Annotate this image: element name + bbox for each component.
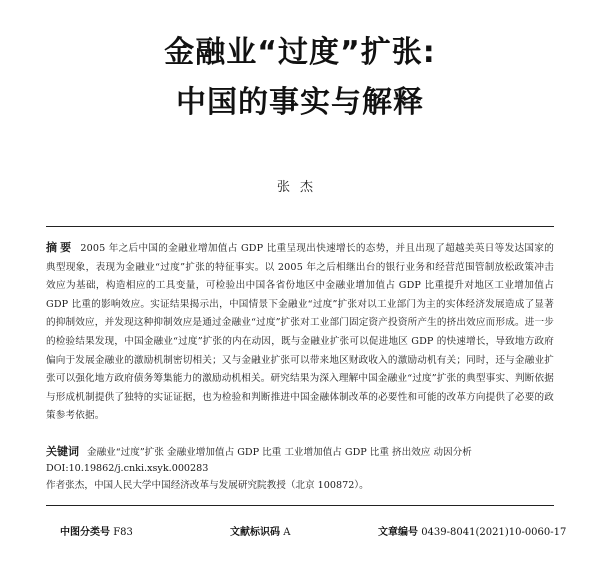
article-title-line-1: 金融业“过度”扩张:: [164, 35, 436, 70]
keywords-row: [46, 444, 554, 461]
abstract-block: [46, 239, 554, 426]
article-no-value: 0439-8041(2021)10-0060-17: [421, 527, 567, 538]
publication-footer: [0, 523, 600, 541]
author-affiliation: 作者张杰，中国人民大学中国经济改革与发展研究院教授（北京 100872）。: [46, 480, 369, 491]
clc-value: F83: [113, 527, 133, 538]
clc-label: 中图分类号: [60, 527, 110, 538]
doi-line: DOI:10.19862/j.cnki.xsyk.000283: [46, 463, 209, 474]
bottom-divider: [46, 505, 554, 506]
article-number: [378, 523, 566, 538]
top-divider: [46, 226, 554, 227]
keywords-label: 关键词: [46, 445, 79, 458]
abstract-label: 摘要: [46, 241, 75, 254]
doc-code-label: 文献标识码: [230, 527, 280, 538]
document-code: [230, 523, 290, 538]
abstract-text: 2005 年之后中国的金融业增加值占 GDP 比重呈现出快速增长的态势，并且出现了超越美英日等发达国家的典型现象，表现为金融业“过度”扩张的特征事实。以 2005 年之后相继出台的银行业务和经营范围管制放松政策冲击效应为基础，构造相应的工具变量，可检验出中国各省份地区中金融业增加值占 GDP 比重提升对地区工业增加值占 GDP 比重的影响效应。实证结果揭示出，中国情景下金融业“过度”扩张对以工业部门为主的实体经济发展造成了显著的抑制效应，并发现这种抑制效应是通过金融业“过度”扩张对工业部门固定资产投资所产生的挤出效应而形成。进一步的检验结果发现，中国金融业“过度”扩张的内在动因，既与金融业扩张可以促进地区 GDP 的快速增长，导致地方政府偏向于发展金融业的激励机制密切相关；又与金融业扩张可以带来地区财政收入的激励动机有关；同时，还与金融业扩张可以强化地方政府债务筹集能力的激励动机相关。研究结果为深入理解中国金融业“过度”扩张的典型事实、判断依据与形成机制提供了独特的实证证据，也为检验和判断推进中国金融体制改革的必要性和可能的改革方向提供了必要的政策参考依据。: [46, 243, 554, 422]
keywords-text: 金融业“过度”扩张 金融业增加值占 GDP 比重 工业增加值占 GDP 比重 挤出效应 动因分析: [87, 447, 472, 458]
article-title-line-2: 中国的事实与解释: [176, 85, 424, 120]
clc-number: [60, 523, 133, 538]
doc-code-value: A: [283, 527, 291, 538]
article-no-label: 文章编号: [378, 527, 418, 538]
author-name: 张杰: [276, 180, 323, 195]
